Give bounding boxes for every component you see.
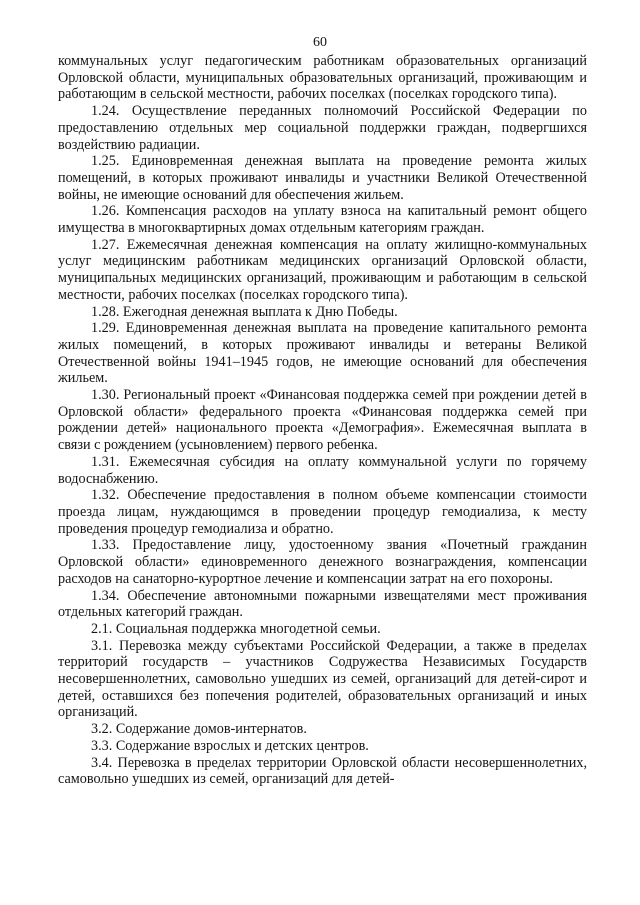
paragraph-1-30: 1.30. Региональный проект «Финансовая поддержка семей при рождении детей в Орловской области» федерального проекта «Финансовая поддержка семей при рождении детей» национального проекта «Демография». Ежемесячная выплата в связи с рождением (усыновлением) первого ребенка. xyxy=(58,387,587,454)
paragraph-1-32: 1.32. Обеспечение предоставления в полном объеме компенсации стоимости проезда лицам, нуждающимся в проведении процедур гемодиализа, к месту проведения процедур гемодиализа и обратно. xyxy=(58,487,587,537)
paragraph-3-4: 3.4. Перевозка в пределах территории Орловской области несовершеннолетних, самовольно ушедших из семей, организаций для детей- xyxy=(58,754,587,788)
paragraph-1-33: 1.33. Предоставление лицу, удостоенному звания «Почетный гражданин Орловской области» единовременного денежного вознаграждения, компенсации расходов на санаторно-курортное лечение и компенсации затрат на его похороны. xyxy=(58,537,587,587)
paragraph-2-1: 2.1. Социальная поддержка многодетной семьи. xyxy=(91,620,381,637)
paragraph-1-29: 1.29. Единовременная денежная выплата на проведение капитального ремонта жилых помещений, в которых проживают инвалиды и ветераны Великой Отечественной войны 1941–1945 годов, не имеющие оснований для обеспечения жильем. xyxy=(58,320,587,387)
paragraph-continuation: коммунальных услуг педагогическим работникам образовательных организаций Орловской области, муниципальных образовательных организаций, проживающим и работающим в сельской местности, рабочих поселках (поселках городского типа). xyxy=(58,53,587,103)
paragraph-1-31: 1.31. Ежемесячная субсидия на оплату коммунальной услуги по горячему водоснабжению. xyxy=(58,453,587,487)
paragraph-3-2: 3.2. Содержание домов-интернатов. xyxy=(91,721,307,738)
paragraph-1-24: 1.24. Осуществление переданных полномочий Российской Федерации по предоставлению отдельных мер социальной поддержки граждан, подвергшихся воздействию радиации. xyxy=(58,103,587,153)
paragraph-1-26: 1.26. Компенсация расходов на уплату взноса на капитальный ремонт общего имущества в многоквартирных домах отдельным категориям граждан. xyxy=(58,203,587,237)
page-number: 60 xyxy=(313,35,327,50)
document-body xyxy=(58,53,587,788)
paragraph-3-3: 3.3. Содержание взрослых и детских центров. xyxy=(91,737,369,754)
paragraph-3-1: 3.1. Перевозка между субъектами Российской Федерации, а также в пределах территорий государств – участников Содружества Независимых Государств несовершеннолетних, самовольно ушедших из семей, организаций для детей-сирот и детей, оставшихся без попечения родителей, образовательных организаций и иных организаций. xyxy=(58,637,587,721)
paragraph-1-27: 1.27. Ежемесячная денежная компенсация на оплату жилищно-коммунальных услуг медицинским работникам медицинских организаций Орловской области, муниципальных медицинских организаций, проживающим и работающим в сельской местности, рабочих поселках (поселках городского типа). xyxy=(58,236,587,303)
paragraph-1-25: 1.25. Единовременная денежная выплата на проведение ремонта жилых помещений, в которых проживают инвалиды и участники Великой Отечественной войны, не имеющие оснований для обеспечения жильем. xyxy=(58,153,587,203)
paragraph-1-34: 1.34. Обеспечение автономными пожарными извещателями мест проживания отдельных категорий граждан. xyxy=(58,587,587,621)
paragraph-1-28: 1.28. Ежегодная денежная выплата к Дню Победы. xyxy=(91,303,398,320)
